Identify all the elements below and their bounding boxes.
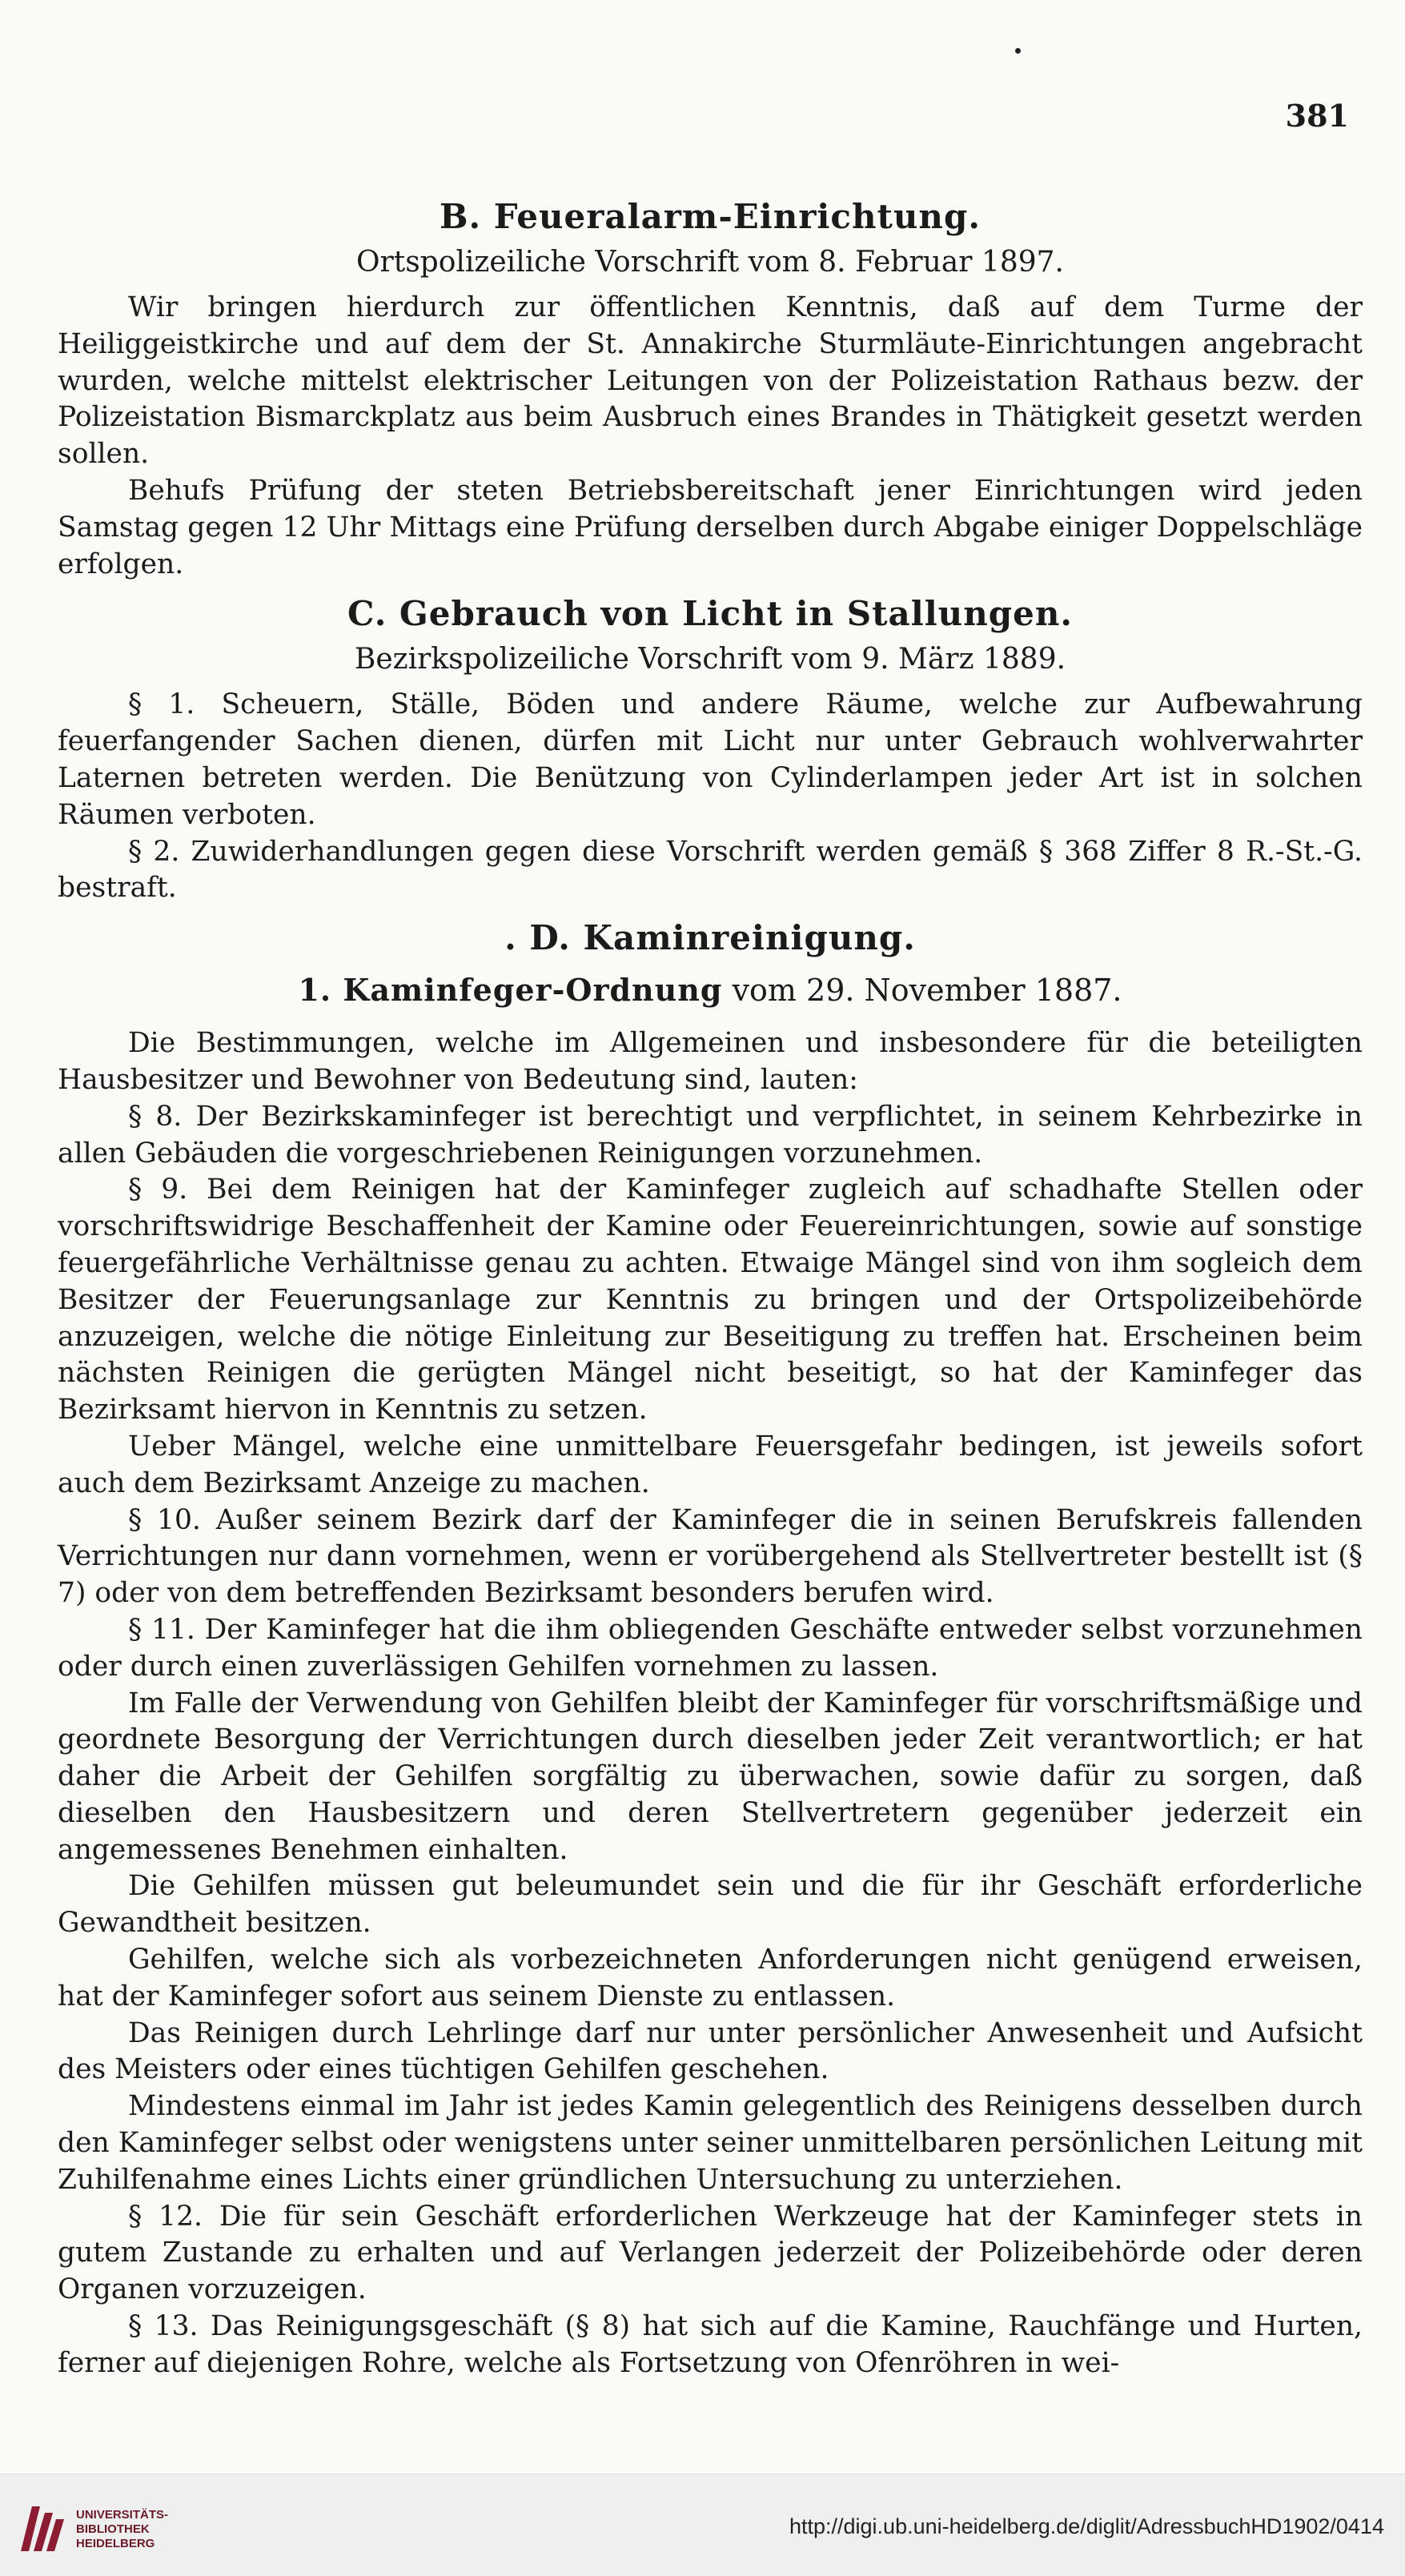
paragraph: § 10. Außer seinem Bezirk darf der Kaminfeger die in seinen Berufskreis fallenden Verrichtungen nur dann vornehmen, wenn er vorübergehend als Stellvertreter bestellt ist (§ 7) oder von dem betreffenden Bezirksamt besonders berufen wird. xyxy=(58,1503,1363,1610)
section-kaminreinigung xyxy=(58,918,1363,2381)
paragraph: § 13. Das Reinigungsgeschäft (§ 8) hat sich auf die Kamine, Rauchfänge und Hurten, ferner auf diejenigen Rohre, welche als Fortsetzung von Ofenröhren in wei- xyxy=(58,2310,1363,2379)
section-title: . D. Kaminreinigung. xyxy=(504,918,916,958)
paragraph: Das Reinigen durch Lehrlinge darf nur unter persönlicher Anwesenheit und Aufsicht des Meisters oder eines tüchtigen Gehilfen geschehen. xyxy=(58,2016,1363,2086)
ink-speck xyxy=(1015,48,1021,54)
section-licht-stallungen xyxy=(58,594,1363,907)
paragraph: § 12. Die für sein Geschäft erforderlichen Werkzeuge hat der Kaminfeger stets in gutem Zustande zu erhalten und auf Verlangen jederzeit der Polizeibehörde oder deren Organen vorzuzeigen. xyxy=(58,2200,1363,2306)
paragraph: Behufs Prüfung der steten Betriebsbereitschaft jener Einrichtungen wird jeden Samstag gegen 12 Uhr Mittags eine Prüfung derselben durch Abgabe einiger Doppelschläge erfolgen. xyxy=(58,474,1363,580)
paragraph: Im Falle der Verwendung von Gehilfen bleibt der Kaminfeger für vorschriftsmäßige und geordnete Besorgung der Verrichtungen durch dieselben jeder Zeit verantwortlich; er hat daher die Arbeit der Gehilfen sorgfältig zu überwachen, sowie dafür zu sorgen, daß dieselben den Hausbesitzern und deren Stellvertretern gegenüber jederzeit ein angemessenes Benehmen einhalten. xyxy=(58,1687,1363,1866)
page-content xyxy=(58,186,1363,2382)
viewer-footer xyxy=(0,2474,1405,2576)
paragraph: Die Bestimmungen, welche im Allgemeinen und insbesondere für die beteiligten Hausbesitzer und Bewohner von Bedeutung sind, lauten: xyxy=(58,1027,1363,1096)
section-subtitle: Ortspolizeiliche Vorschrift vom 8. Februar 1897. xyxy=(356,246,1064,279)
section-title: C. Gebrauch von Licht in Stallungen. xyxy=(347,594,1073,634)
section-title: B. Feueralarm-Einrichtung. xyxy=(440,197,981,236)
section-subtitle: Bezirkspolizeiliche Vorschrift vom 9. März 1889. xyxy=(354,643,1066,676)
library-name xyxy=(76,2508,168,2551)
paragraph: Gehilfen, welche sich als vorbezeichneten Anforderungen nicht genügend erweisen, hat der Kaminfeger sofort aus seinem Dienste zu entlassen. xyxy=(58,1944,1363,2012)
paragraph: Ueber Mängel, welche eine unmittelbare Feuersgefahr bedingen, ist jeweils sofort auch dem Bezirksamt Anzeige zu machen. xyxy=(58,1430,1363,1499)
permalink-url[interactable]: http://digi.ub.uni-heidelberg.de/diglit/AdressbuchHD1902/0414 xyxy=(789,2514,1384,2538)
paragraph: Mindestens einmal im Jahr ist jedes Kamin gelegentlich des Reinigens desselben durch den Kaminfeger selbst oder wenigstens unter seiner unmittelbaren persönlichen Leitung mit Zuhilfenahme eines Lichts einer gründlichen Untersuchung zu unterziehen. xyxy=(58,2090,1363,2196)
paragraph: § 11. Der Kaminfeger hat die ihm obliegenden Geschäfte entweder selbst vorzunehmen oder durch einen zuverlässigen Gehilfen vornehmen zu lassen. xyxy=(58,1613,1363,1683)
library-name-line: BIBLIOTHEK xyxy=(76,2522,150,2536)
paragraph: § 1. Scheuern, Ställe, Böden und andere Räume, welche zur Aufbewahrung feuerfangender Sachen dienen, dürfen mit Licht nur unter Gebrauch wohlverwahrter Laternen betreten werden. Die Benützung von Cylinderlampen jeder Art ist in solchen Räumen verboten. xyxy=(58,688,1363,831)
paragraph: § 2. Zuwiderhandlungen gegen diese Vorschrift werden gemäß § 368 Ziffer 8 R.-St.-G. bestraft. xyxy=(58,835,1363,905)
library-name-line: HEIDELBERG xyxy=(76,2537,155,2550)
paragraph: Die Gehilfen müssen gut beleumundet sein und die für ihr Geschäft erforderliche Gewandtheit besitzen. xyxy=(58,1870,1363,1940)
sub-heading xyxy=(58,972,1363,1008)
page-number: 381 xyxy=(1285,98,1349,134)
paragraph: Wir bringen hierdurch zur öffentlichen Kenntnis, daß auf dem Turme der Heiliggeistkirche und auf dem der St. Annakirche Sturmläute-Einrichtungen angebracht wurden, welche mittelst elektrischer Leitungen von der Polizeistation Rathaus bezw. der Polizeistation Bismarckplatz aus beim Ausbruch eines Brandes in Thätigkeit gesetzt werden sollen. xyxy=(58,291,1363,471)
university-library-logo-icon xyxy=(16,2498,67,2556)
library-name-line: UNIVERSITÄTS- xyxy=(76,2508,169,2522)
sub-heading-rest: vom 29. November 1887. xyxy=(722,973,1122,1009)
sub-heading-bold: 1. Kaminfeger-Ordnung xyxy=(298,972,723,1009)
paragraph: § 8. Der Bezirkskaminfeger ist berechtigt und verpflichtet, in seinem Kehrbezirke in allen Gebäuden die vorgeschriebenen Reinigungen vorzunehmen. xyxy=(58,1100,1363,1170)
section-feueralarm xyxy=(58,197,1363,583)
paragraph: § 9. Bei dem Reinigen hat der Kaminfeger zugleich auf schadhafte Stellen oder vorschriftswidrige Beschaffenheit der Kamine oder Feuereinrichtungen, sowie auf sonstige feuergefährliche Verhältnisse genau zu achten. Etwaige Mängel sind von ihm sogleich dem Besitzer der Feuerungsanlage zur Kenntnis zu bringen und der Ortspolizeibehörde anzuzeigen, welche die nötige Einleitung zur Beseitigung zu treffen hat. Erscheinen beim nächsten Reinigen die gerügten Mängel nicht beseitigt, so hat der Kaminfeger das Bezirksamt hiervon in Kenntnis zu setzen. xyxy=(58,1174,1363,1426)
